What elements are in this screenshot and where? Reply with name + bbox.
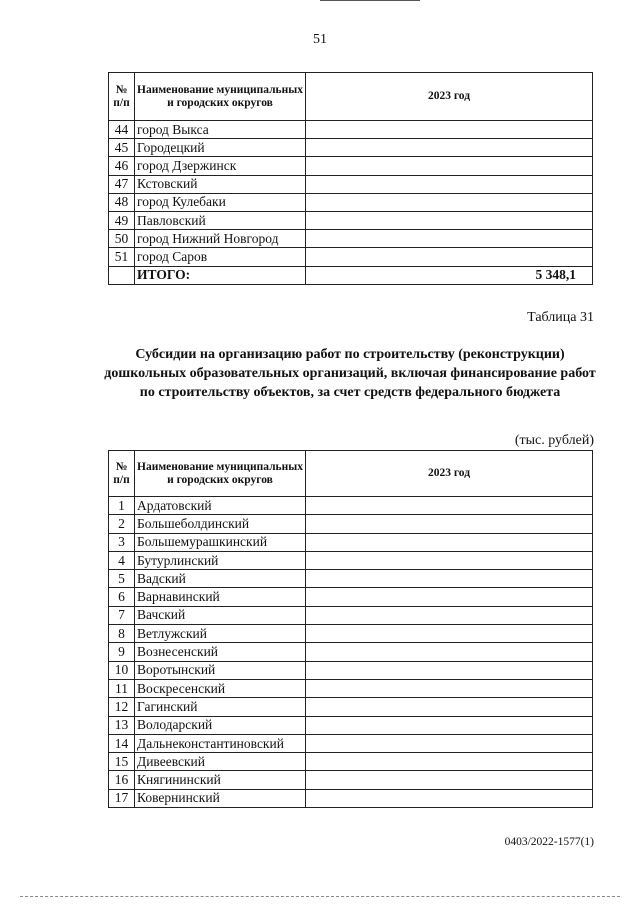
header-year: 2023 год (306, 451, 593, 497)
row-name: Варнавинский (135, 588, 306, 606)
row-value (306, 771, 593, 789)
municipal-table-continued (108, 72, 593, 285)
table-row (109, 625, 593, 643)
row-number: 48 (109, 193, 135, 211)
section-title: Субсидии на организацию работ по строительству (реконструкции) дошкольных образовательных организаций, включая финансирование работ по строительству объектов, за счет средств федерального бюджета (104, 347, 596, 400)
table-header-row (109, 73, 593, 121)
row-name: Бутурлинский (135, 551, 306, 569)
row-name: город Выкса (135, 121, 306, 139)
row-number: 17 (109, 789, 135, 807)
row-number: 44 (109, 121, 135, 139)
table-row (109, 588, 593, 606)
header-year: 2023 год (306, 73, 593, 121)
row-name: Княгининский (135, 771, 306, 789)
header-name: Наименование муниципальных и городских округов (135, 451, 306, 497)
row-name: Воротынский (135, 661, 306, 679)
row-number: 12 (109, 698, 135, 716)
row-value (306, 193, 593, 211)
total-label: ИТОГО: (135, 266, 306, 284)
row-number: 6 (109, 588, 135, 606)
row-value (306, 588, 593, 606)
table-body (109, 121, 593, 267)
row-name: Ардатовский (135, 497, 306, 515)
row-name: Ветлужский (135, 625, 306, 643)
row-name: Дивеевский (135, 753, 306, 771)
row-name: Большемурашкинский (135, 533, 306, 551)
table-row (109, 139, 593, 157)
row-number: 16 (109, 771, 135, 789)
row-name: город Кулебаки (135, 193, 306, 211)
total-row (109, 266, 593, 284)
row-value (306, 121, 593, 139)
table-row (109, 661, 593, 679)
header-number: № п/п (109, 73, 135, 121)
row-value (306, 230, 593, 248)
row-value (306, 643, 593, 661)
table-row (109, 716, 593, 734)
row-value (306, 533, 593, 551)
table-row (109, 643, 593, 661)
table-row (109, 771, 593, 789)
row-number: 3 (109, 533, 135, 551)
row-value (306, 789, 593, 807)
table-row (109, 551, 593, 569)
row-name: город Дзержинск (135, 157, 306, 175)
row-number: 4 (109, 551, 135, 569)
table-row (109, 515, 593, 533)
row-value (306, 570, 593, 588)
row-value (306, 753, 593, 771)
row-number: 7 (109, 606, 135, 624)
table-row (109, 230, 593, 248)
row-number: 13 (109, 716, 135, 734)
table-label: Таблица 31 (527, 310, 594, 325)
row-value (306, 698, 593, 716)
row-value (306, 551, 593, 569)
table-row (109, 606, 593, 624)
table-row (109, 175, 593, 193)
row-name: Дальнеконстантиновский (135, 734, 306, 752)
total-empty-cell (109, 266, 135, 284)
row-number: 10 (109, 661, 135, 679)
row-number: 51 (109, 248, 135, 266)
row-name: Воскресенский (135, 679, 306, 697)
row-name: Ковернинский (135, 789, 306, 807)
row-name: город Саров (135, 248, 306, 266)
row-number: 2 (109, 515, 135, 533)
row-value (306, 211, 593, 229)
row-name: город Нижний Новгород (135, 230, 306, 248)
row-number: 5 (109, 570, 135, 588)
table-row (109, 211, 593, 229)
table-row (109, 734, 593, 752)
unit-label: (тыс. рублей) (514, 433, 594, 448)
row-value (306, 661, 593, 679)
row-name: Павловский (135, 211, 306, 229)
table-row (109, 570, 593, 588)
row-value (306, 248, 593, 266)
header-number: № п/п (109, 451, 135, 497)
total-value: 5 348,1 (306, 266, 593, 284)
table-row (109, 753, 593, 771)
row-value (306, 515, 593, 533)
table-row (109, 248, 593, 266)
table-row (109, 789, 593, 807)
row-name: Вадский (135, 570, 306, 588)
table-row (109, 193, 593, 211)
row-number: 11 (109, 679, 135, 697)
bottom-scan-line (20, 896, 620, 897)
row-value (306, 139, 593, 157)
row-value (306, 679, 593, 697)
row-number: 47 (109, 175, 135, 193)
row-name: Большеболдинский (135, 515, 306, 533)
row-value (306, 497, 593, 515)
page-number: 51 (313, 32, 327, 47)
table-row (109, 679, 593, 697)
row-number: 8 (109, 625, 135, 643)
row-value (306, 625, 593, 643)
row-number: 45 (109, 139, 135, 157)
subsidy-table (108, 450, 593, 808)
row-value (306, 734, 593, 752)
table-row (109, 121, 593, 139)
row-name: Гагинский (135, 698, 306, 716)
row-number: 49 (109, 211, 135, 229)
row-number: 15 (109, 753, 135, 771)
document-code: 0403/2022-1577(1) (504, 836, 594, 848)
row-name: Кстовский (135, 175, 306, 193)
row-number: 46 (109, 157, 135, 175)
table-row (109, 698, 593, 716)
table-row (109, 157, 593, 175)
row-name: Вознесенский (135, 643, 306, 661)
row-name: Вачский (135, 606, 306, 624)
row-number: 50 (109, 230, 135, 248)
top-scan-line (320, 0, 420, 1)
row-value (306, 157, 593, 175)
row-number: 1 (109, 497, 135, 515)
table-header-row (109, 451, 593, 497)
row-value (306, 606, 593, 624)
row-number: 14 (109, 734, 135, 752)
row-name: Городецкий (135, 139, 306, 157)
row-value (306, 175, 593, 193)
table-row (109, 533, 593, 551)
table-body (109, 497, 593, 808)
row-name: Володарский (135, 716, 306, 734)
row-value (306, 716, 593, 734)
header-name: Наименование муниципальных и городских округов (135, 73, 306, 121)
table-row (109, 497, 593, 515)
row-number: 9 (109, 643, 135, 661)
